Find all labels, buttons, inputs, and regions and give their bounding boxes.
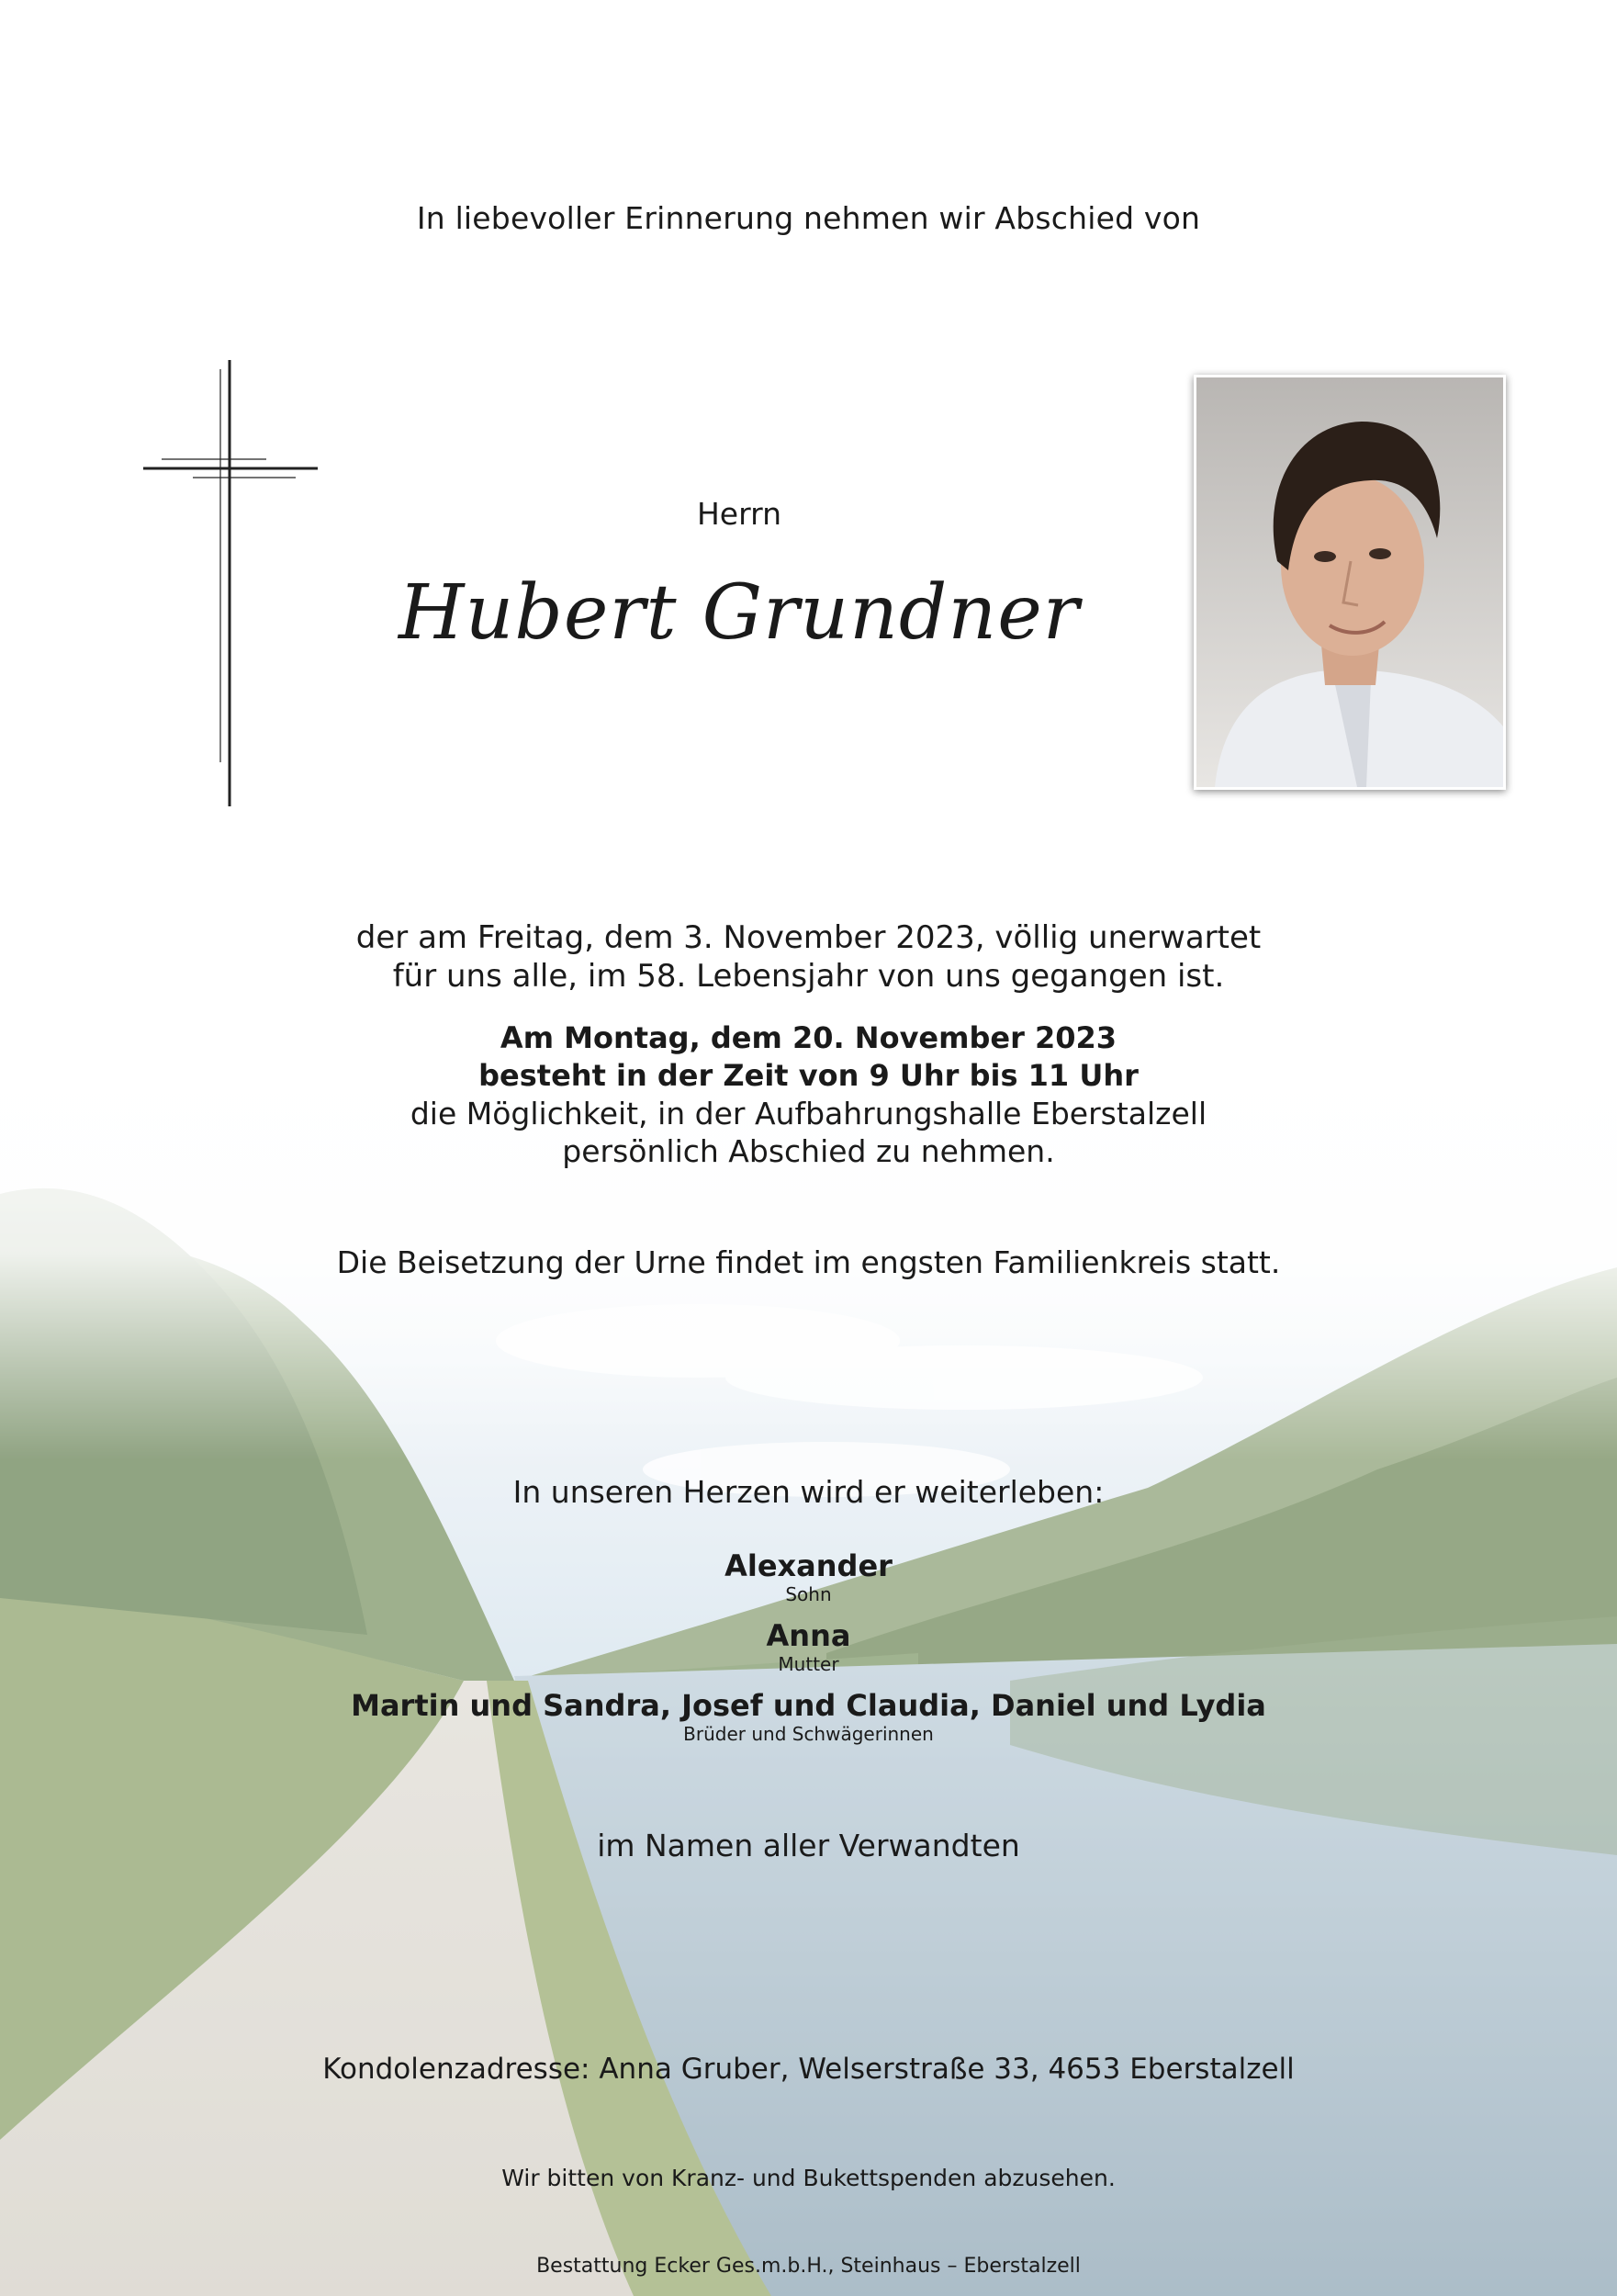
flowers-request: Wir bitten von Kranz- und Bukettspenden abzusehen. [501,2165,1116,2191]
mourner-relation: Sohn [785,1583,832,1605]
person-portrait-icon [1196,377,1503,787]
intro-text: In liebevoller Erinnerung nehmen wir Abschied von [416,200,1201,236]
mourner-name: Martin und Sandra, Josef und Claudia, Daniel und Lydia [351,1688,1266,1723]
portrait-photo [1194,375,1506,790]
passing-line-1: der am Freitag, dem 3. November 2023, völlig unerwartet [355,919,1262,956]
mourner-item [0,1617,1617,1674]
condolence-address: Kondolenzadresse: Anna Gruber, Welserstraße 33, 4653 Eberstalzell [322,2053,1295,2086]
passing-notice [0,918,1617,996]
viewing-location: die Möglichkeit, in der Aufbahrungshalle Eberstalzell [410,1096,1207,1131]
mourners-list [0,1548,1617,1757]
viewing-time: besteht in der Zeit von 9 Uhr bis 11 Uhr [478,1058,1139,1093]
hearts-text: In unseren Herzen wird er weiterleben: [512,1474,1105,1510]
viewing-purpose: persönlich Abschied zu nehmen. [562,1133,1055,1169]
relatives-text: im Namen aller Verwandten [597,1828,1020,1863]
salutation: Herrn [696,496,781,532]
mourner-item [0,1548,1617,1604]
passing-line-2: für uns alle, im 58. Lebensjahr von uns gegangen ist. [392,958,1225,995]
mourner-name: Alexander [724,1548,893,1583]
viewing-notice [0,1019,1617,1170]
deceased-name: Hubert Grundner [399,569,1080,657]
mourner-item [0,1687,1617,1744]
mourner-name: Anna [766,1618,851,1653]
undertaker-credit: Bestattung Ecker Ges.m.b.H., Steinhaus – Eberstalzell [536,2255,1081,2278]
burial-notice: Die Beisetzung der Urne findet im engsten Familienkreis statt. [336,1244,1281,1280]
viewing-date: Am Montag, dem 20. November 2023 [500,1020,1117,1055]
mourner-relation: Brüder und Schwägerinnen [683,1723,934,1745]
mourner-relation: Mutter [778,1653,839,1675]
